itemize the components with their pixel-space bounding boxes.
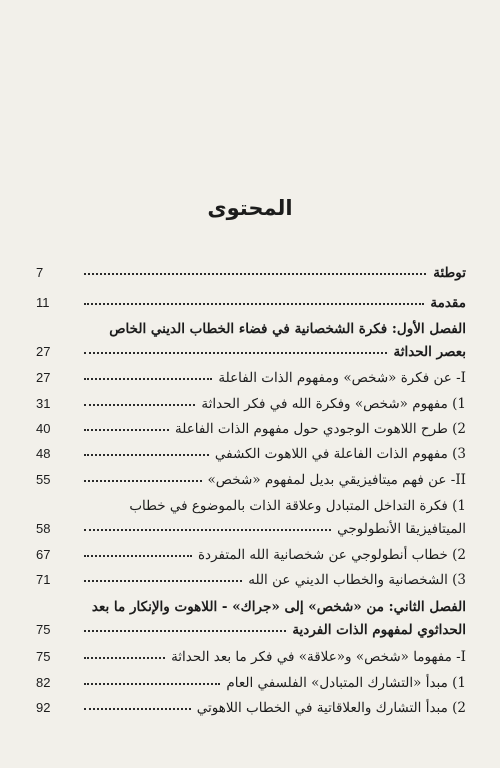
toc-entry[interactable] bbox=[36, 443, 466, 465]
toc-entry[interactable] bbox=[36, 262, 466, 284]
toc-entry-text: 3) الشخصانية والخطاب الديني عن الله bbox=[248, 572, 466, 588]
toc-entry-text: توطئة bbox=[433, 265, 466, 281]
toc-entry[interactable] bbox=[36, 469, 466, 491]
toc-page-number: 75 bbox=[36, 622, 51, 637]
leader-dots bbox=[84, 273, 426, 275]
toc-page-number: 40 bbox=[36, 421, 51, 436]
toc-entry-text: مقدمة bbox=[430, 295, 466, 311]
toc-page-number: 11 bbox=[36, 295, 50, 310]
toc-entry[interactable] bbox=[36, 672, 466, 694]
toc-entry-text: 1) فكرة التداخل المتبادل وعلاقة الذات بالموضوع في خطاب bbox=[129, 498, 466, 514]
toc-entry[interactable] bbox=[36, 518, 466, 540]
toc-entry[interactable] bbox=[36, 367, 466, 389]
toc-entry[interactable] bbox=[36, 418, 466, 440]
toc-page-number: 75 bbox=[36, 649, 51, 664]
toc-entry-text: 1) مفهوم «شخص» وفكرة الله في فكر الحداثة bbox=[201, 396, 466, 412]
leader-dots bbox=[84, 683, 220, 685]
leader-dots bbox=[84, 580, 242, 582]
leader-dots bbox=[84, 630, 286, 632]
toc-page-number: 92 bbox=[36, 700, 51, 715]
toc-page-number: 27 bbox=[36, 344, 51, 359]
toc-entry-text: الميتافيزيقا الأنطولوجي bbox=[337, 521, 466, 537]
toc-entry[interactable] bbox=[36, 646, 466, 668]
leader-dots bbox=[84, 529, 331, 531]
toc-entry[interactable] bbox=[36, 292, 466, 314]
leader-dots bbox=[84, 480, 202, 482]
toc-entry[interactable] bbox=[36, 544, 466, 566]
toc-entry-text: الفصل الأول: فكرة الشخصانية في فضاء الخطاب الديني الخاص bbox=[109, 321, 466, 337]
toc-entry-text: الفصل الثاني: من «شخص» إلى «جراك» - اللاهوت والإنكار ما بعد bbox=[91, 599, 466, 615]
toc-page-number: 55 bbox=[36, 472, 51, 487]
toc-page-number: 71 bbox=[36, 572, 51, 587]
leader-dots bbox=[84, 303, 424, 305]
toc-entry-text: II- عن فهم ميتافيزيقي بديل لمفهوم «شخص» bbox=[207, 472, 466, 488]
leader-dots bbox=[84, 352, 387, 354]
toc-entry-text: بعصر الحداثة bbox=[393, 344, 466, 360]
toc-entry[interactable] bbox=[36, 393, 466, 415]
toc-entry-text: I- مفهوما «شخص» و«علاقة» في فكر ما بعد الحداثة bbox=[171, 649, 466, 665]
toc-page-number: 58 bbox=[36, 521, 51, 536]
toc-entry[interactable] bbox=[36, 495, 466, 517]
toc-entry-text: الحداثوي لمفهوم الذات الفردية bbox=[292, 622, 466, 638]
toc-entry-text: 2) مبدأ التشارك والعلاقاتية في الخطاب اللاهوتي bbox=[196, 700, 466, 716]
leader-dots bbox=[84, 404, 195, 406]
leader-dots bbox=[84, 708, 191, 710]
leader-dots bbox=[84, 378, 212, 380]
toc-entry[interactable] bbox=[36, 318, 466, 340]
toc-entry[interactable] bbox=[36, 697, 466, 719]
toc-entry-text: 2) خطاب أنطولوجي عن شخصانية الله المتفردة bbox=[197, 547, 466, 563]
leader-dots bbox=[84, 454, 209, 456]
toc-entry-text: 3) مفهوم الذات الفاعلة في اللاهوت الكشفي bbox=[214, 446, 466, 462]
toc-entry[interactable] bbox=[36, 569, 466, 591]
toc-entry[interactable] bbox=[36, 341, 466, 363]
toc-page-number: 67 bbox=[36, 547, 51, 562]
toc-page-number: 48 bbox=[36, 446, 51, 461]
leader-dots bbox=[84, 429, 169, 431]
toc-page-number: 27 bbox=[36, 370, 51, 385]
toc-entry-text: 1) مبدأ «التشارك المتبادل» الفلسفي العام bbox=[226, 675, 466, 691]
toc-entry[interactable] bbox=[36, 619, 466, 641]
toc-entry-text: 2) طرح اللاهوت الوجودي حول مفهوم الذات الفاعلة bbox=[175, 421, 466, 437]
toc-entry[interactable] bbox=[36, 596, 466, 618]
toc-entry-text: I- عن فكرة «شخص» ومفهوم الذات الفاعلة bbox=[218, 370, 466, 386]
page-title: المحتوى bbox=[207, 196, 293, 220]
leader-dots bbox=[84, 657, 165, 659]
toc-page-number: 82 bbox=[36, 675, 51, 690]
leader-dots bbox=[84, 555, 192, 557]
toc-page-number: 7 bbox=[36, 265, 44, 280]
toc-page-number: 31 bbox=[36, 396, 51, 411]
